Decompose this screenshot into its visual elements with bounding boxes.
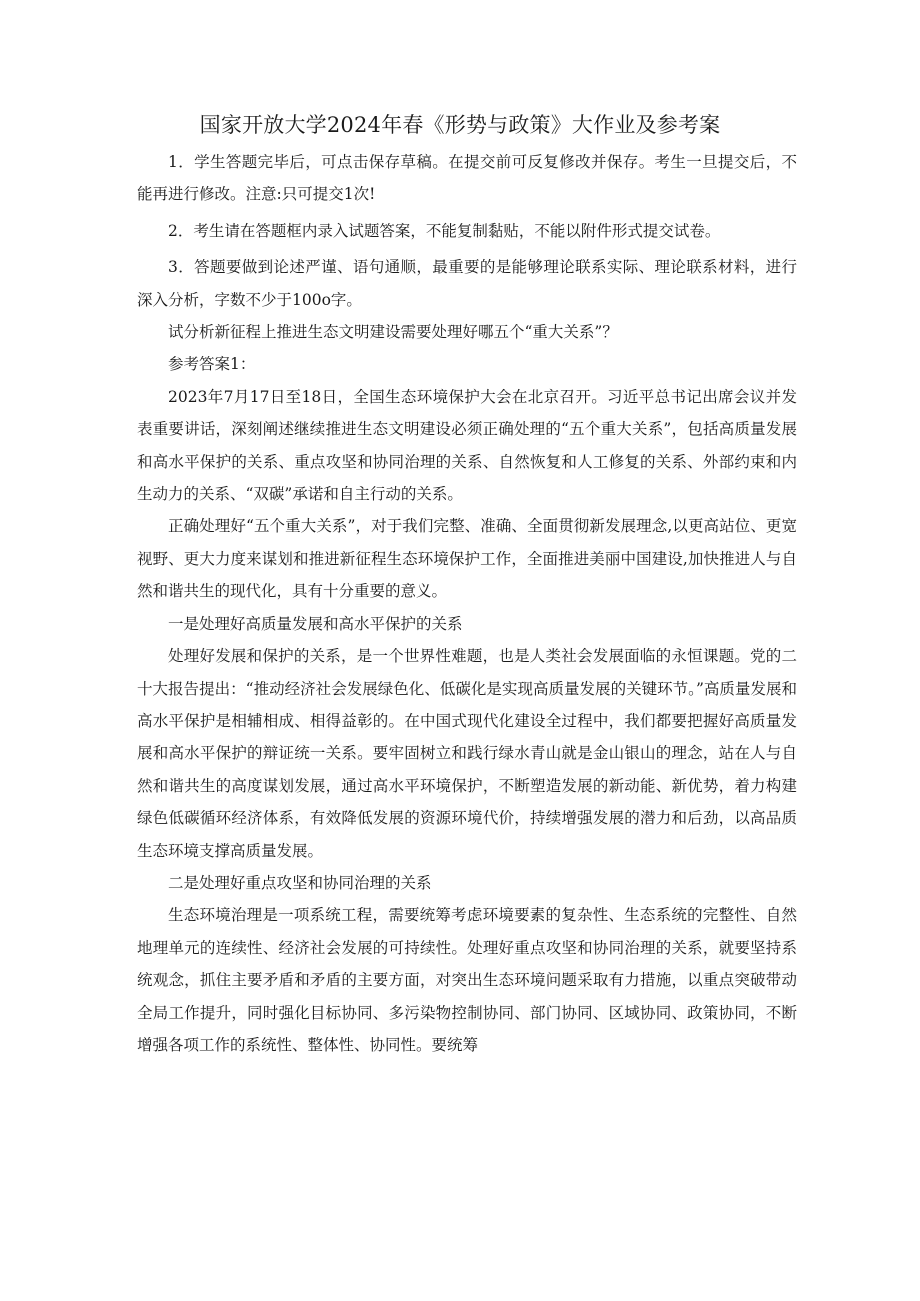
- answer-paragraph-1: 2023年7月17日至18日，全国生态环境保护大会在北京召开。习近平总书记出席会议并发表重要讲话，深刻阐述继续推进生态文明建设必须正确处理的“五个重大关系”，包括高质量发展和高水平保护的关系、重点攻坚和协同治理的关系、自然恢复和人工修复的关系、外部约束和内生动力的关系、“双碳”承诺和自主行动的关系。: [137, 387, 797, 504]
- answer-label: 参考答案1：: [168, 355, 256, 374]
- section-1-text: 处理好发展和保护的关系，是一个世界性难题，也是人类社会发展面临的永恒课题。党的二十大报告提出：“推动经济社会发展绿色化、低碳化是实现高质量发展的关键环节。”高质量发展和高水平保护是相辅相成、相得益彰的。在中国式现代化建设全过程中，我们都要把握好高质量发展和高水平保护的辩证统一关系。要牢固树立和践行绿水青山就是金山银山的理念，站在人与自然和谐共生的高度谋划发展，通过高水平环境保护，不断塑造发展的新动能、新优势，着力构建绿色低碳循环经济体系，有效降低发展的资源环境代价，持续增强发展的潜力和后劲，以高品质生态环境支撑高质量发展。: [137, 647, 797, 860]
- answer-paragraph-2: 正确处理好“五个重大关系”，对于我们完整、准确、全面贯彻新发展理念,以更高站位、更宽视野、更大力度来谋划和推进新征程生态环境保护工作，全面推进美丽中国建设,加快推进人与自然和谐共生的现代化，具有十分重要的意义。: [137, 517, 797, 601]
- question-text: 试分析新征程上推进生态文明建设需要处理好哪五个“重大关系”？: [168, 323, 618, 342]
- document-title: 国家开放大学2024年春《形势与政策》大作业及参考案: [199, 113, 721, 137]
- section-2-text: 生态环境治理是一项系统工程，需要统筹考虑环境要素的复杂性、生态系统的完整性、自然地理单元的连续性、经济社会发展的可持续性。处理好重点攻坚和协同治理的关系，就要坚持系统观念，抓住主要矛盾和矛盾的主要方面，对突出生态环境问题采取有力措施，以重点突破带动全局工作提升，同时强化目标协同、多污染物控制协同、部门协同、区域协同、政策协同，不断增强各项工作的系统性、整体性、协同性。要统筹: [137, 906, 797, 1054]
- instruction-2: 2．考生请在答题框内录入试题答案，不能复制黏贴，不能以附件形式提交试卷。: [168, 221, 721, 240]
- section-1-heading: 一是处理好高质量发展和高水平保护的关系: [168, 614, 463, 633]
- instruction-3: 3．答题要做到论述严谨、语句通顺，最重要的是能够理论联系实际、理论联系材料，进行深入分析，字数不少于100o字。: [137, 258, 797, 309]
- section-2-heading: 二是处理好重点攻坚和协同治理的关系: [168, 873, 432, 892]
- document-body: [137, 146, 797, 1061]
- instruction-1: 1．学生答题完毕后，可点击保存草稿。在提交前可反复修改并保存。考生一旦提交后，不能再进行修改。注意:只可提交1次!: [137, 153, 797, 204]
